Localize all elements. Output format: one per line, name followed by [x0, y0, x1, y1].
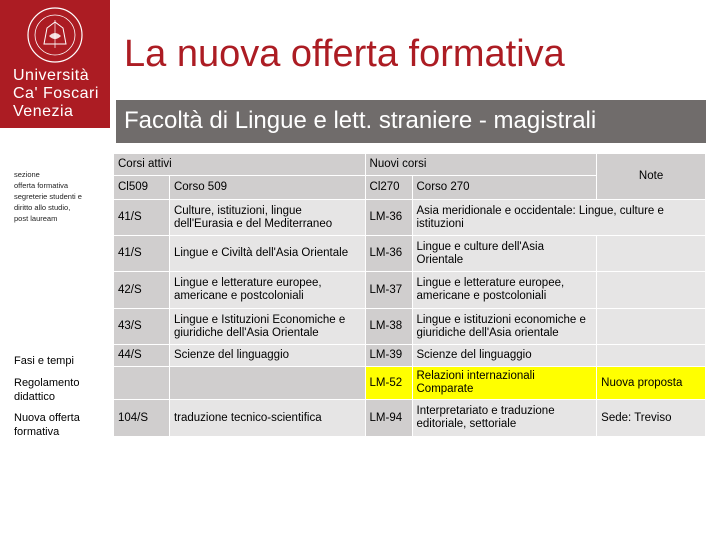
- sidebar-link-offerta[interactable]: offerta formativa: [14, 181, 69, 190]
- cell-corso509: Lingue e Civiltà dell'Asia Orientale: [169, 236, 365, 272]
- cell-corso509: Lingue e Istituzioni Economiche e giuridiche dell'Asia Orientale: [169, 309, 365, 345]
- sidebar-links: [14, 169, 108, 224]
- table-row: [114, 345, 706, 367]
- cell-note: [597, 309, 706, 345]
- sidebar-link-sezione[interactable]: sezione: [14, 170, 40, 179]
- table-row: [114, 236, 706, 272]
- sidebar-item-fasi-e-tempi[interactable]: Fasi e tempi: [14, 355, 74, 367]
- cell-corso270: Lingue e culture dell'Asia Orientale: [412, 236, 597, 272]
- cell-corso270: Interpretariato e traduzione editoriale, settoriale: [412, 400, 597, 437]
- sidebar-link-segreterie[interactable]: segreterie studenti e: [14, 192, 82, 201]
- cell-cl509: 42/S: [114, 272, 170, 309]
- cell-corso270: Lingue e letterature europee, americane e postcoloniali: [412, 272, 597, 309]
- subtitle-bar: [116, 100, 706, 143]
- cell-cl270: LM-38: [365, 309, 412, 345]
- header-corsi-attivi: Corsi attivi: [114, 154, 366, 176]
- cell-cl509: 41/S: [114, 200, 170, 236]
- table-row: [114, 367, 706, 400]
- cell-cl270: LM-37: [365, 272, 412, 309]
- university-logo-block: [0, 0, 110, 128]
- table-row: [114, 309, 706, 345]
- cell-corso509: Lingue e letterature europee, americane e postcoloniali: [169, 272, 365, 309]
- university-name-line: Ca' Foscari: [13, 85, 99, 102]
- cell-cl270: LM-52: [365, 367, 412, 400]
- cell-note: Nuova proposta: [597, 367, 706, 400]
- left-panel: [0, 0, 110, 540]
- cell-corso270: Relazioni internazionali Comparate: [412, 367, 597, 400]
- cell-corso509: traduzione tecnico-scientifica: [169, 400, 365, 437]
- header-corso509: Corso 509: [169, 176, 365, 200]
- cell-cl509: 41/S: [114, 236, 170, 272]
- page-title: La nuova offerta formativa: [124, 33, 565, 75]
- university-name-line: Università: [13, 67, 90, 84]
- cell-cl270: LM-36: [365, 200, 412, 236]
- header-nuovi-corsi: Nuovi corsi: [365, 154, 597, 176]
- cell-corso270: Lingue e istituzioni economiche e giuridiche dell'Asia orientale: [412, 309, 597, 345]
- university-name-line: Venezia: [13, 103, 74, 120]
- cell-note: [597, 345, 706, 367]
- cell-corso270: Scienze del linguaggio: [412, 345, 597, 367]
- cell-corso509: Scienze del linguaggio: [169, 345, 365, 367]
- sidebar-link-diritto[interactable]: diritto allo studio,: [14, 203, 71, 212]
- cell-note: [597, 272, 706, 309]
- sidebar-item-nuova-offerta[interactable]: Nuova offerta formativa: [14, 412, 80, 438]
- header-cl509: Cl509: [114, 176, 170, 200]
- cell-corso509: [169, 367, 365, 400]
- header-cl270: Cl270: [365, 176, 412, 200]
- cell-cl509: [114, 367, 170, 400]
- sidebar-link-post-lauream[interactable]: post lauream: [14, 214, 58, 223]
- cell-cl270: LM-39: [365, 345, 412, 367]
- cell-note: Sede: Treviso: [597, 400, 706, 437]
- table-row: [114, 272, 706, 309]
- university-seal-icon: [17, 6, 93, 64]
- cell-cl509: 104/S: [114, 400, 170, 437]
- cell-cl270: LM-94: [365, 400, 412, 437]
- sidebar-item-regolamento[interactable]: Regolamento didattico: [14, 377, 80, 403]
- cell-corso270: Asia meridionale e occidentale: Lingue, culture e istituzioni: [412, 200, 706, 236]
- table-row: [114, 200, 706, 236]
- cell-cl509: 43/S: [114, 309, 170, 345]
- cell-cl270: LM-36: [365, 236, 412, 272]
- cell-corso509: Culture, istituzioni, lingue dell'Eurasia e del Mediterraneo: [169, 200, 365, 236]
- offer-table: [113, 153, 706, 437]
- cell-note: [597, 236, 706, 272]
- table-row: [114, 400, 706, 437]
- header-corso270: Corso 270: [412, 176, 597, 200]
- page-subtitle: Facoltà di Lingue e lett. straniere - magistrali: [124, 107, 597, 134]
- header-note: Note: [597, 154, 706, 200]
- cell-cl509: 44/S: [114, 345, 170, 367]
